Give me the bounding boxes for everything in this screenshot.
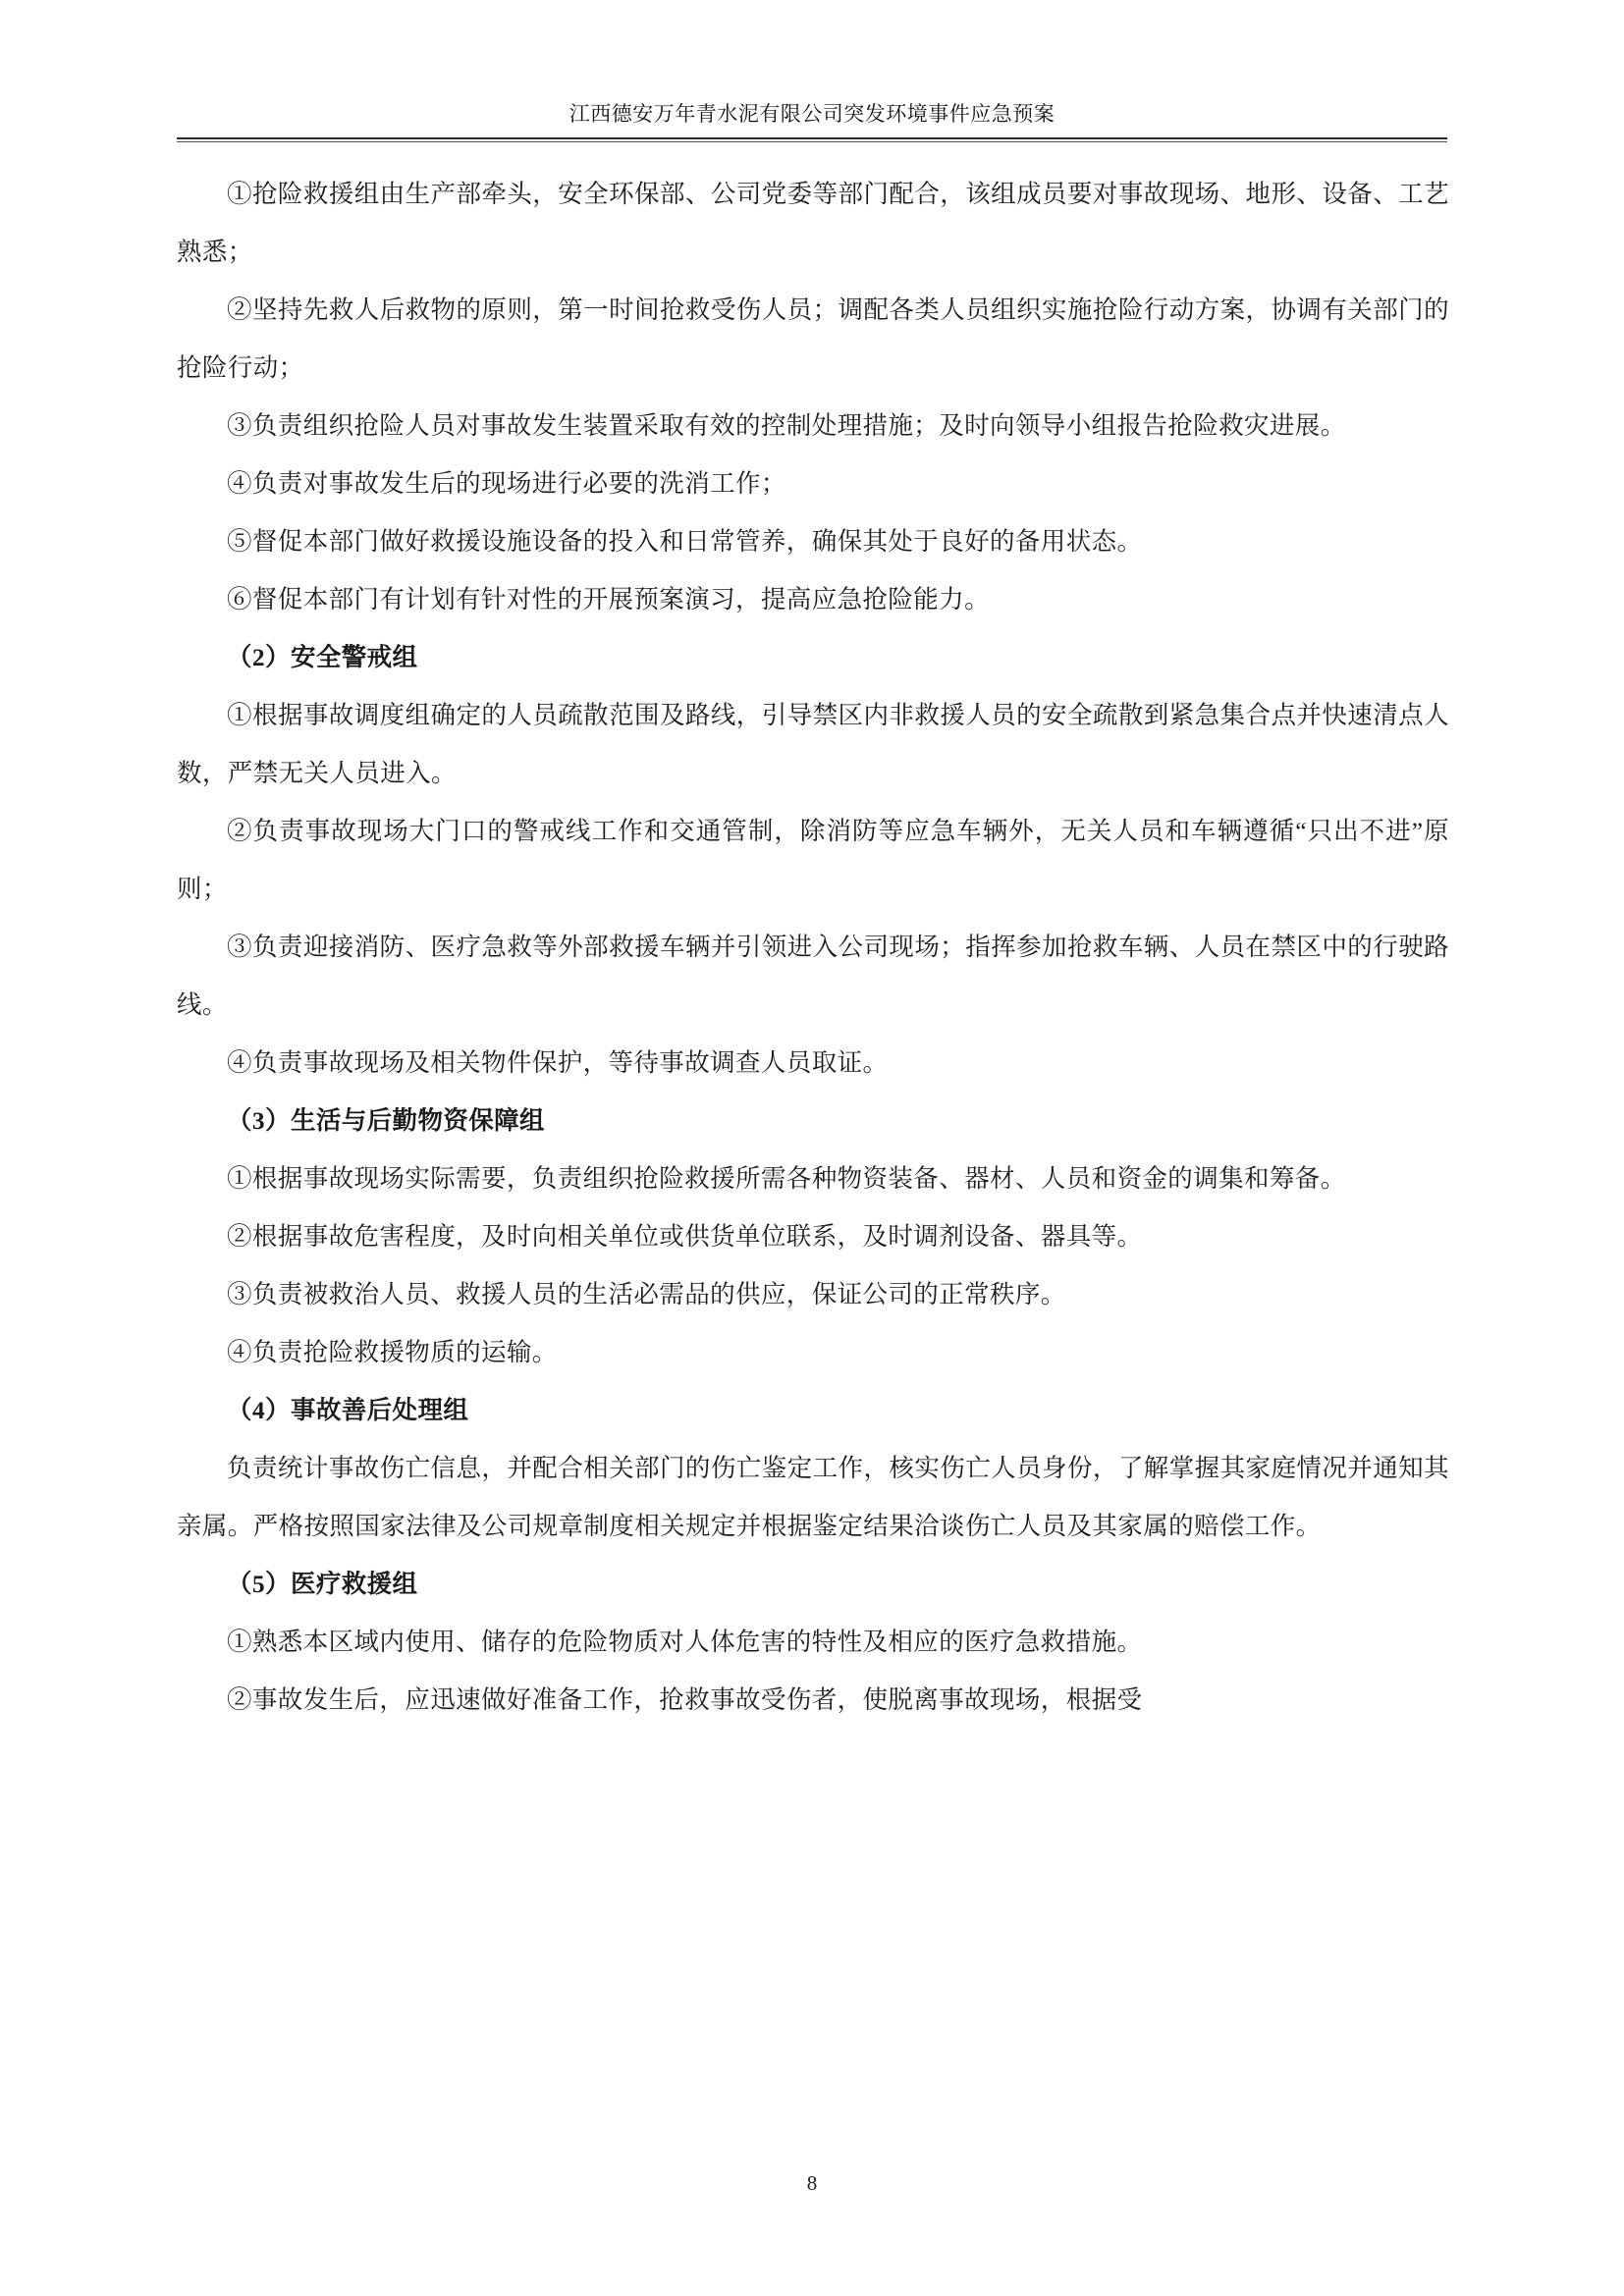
paragraph: 负责统计事故伤亡信息，并配合相关部门的伤亡鉴定工作，核实伤亡人员身份，了解掌握其家庭情况并通知其亲属。严格按照国家法律及公司规章制度相关规定并根据鉴定结果洽谈伤亡人员及其家属的赔偿工作。 — [177, 1454, 1449, 1540]
paragraph: ⑥督促本部门有计划有针对性的开展预案演习，提高应急抢险能力。 — [227, 585, 991, 614]
paragraph: ③负责被救治人员、救援人员的生活必需品的供应，保证公司的正常秩序。 — [227, 1280, 1066, 1308]
paragraph: ①根据事故调度组确定的人员疏散范围及路线，引导禁区内非救援人员的安全疏散到紧急集合点并快速清点人数，严禁无关人员进入。 — [177, 701, 1449, 787]
page-number: 8 — [806, 2171, 818, 2195]
page-header-title: 江西德安万年青水泥有限公司突发环境事件应急预案 — [568, 102, 1056, 126]
paragraph: ③负责迎接消防、医疗急救等外部救援车辆并引领进入公司现场；指挥参加抢救车辆、人员在禁区中的行驶路线。 — [177, 933, 1449, 1019]
paragraph: ①熟悉本区域内使用、储存的危险物质对人体危害的特性及相应的医疗急救措施。 — [227, 1628, 1143, 1656]
section-heading: （4）事故善后处理组 — [227, 1396, 469, 1424]
paragraph: ④负责事故现场及相关物件保护，等待事故调查人员取证。 — [227, 1048, 889, 1077]
paragraph: ①抢险救援组由生产部牵头，安全环保部、公司党委等部门配合，该组成员要对事故现场、地形、设备、工艺熟悉； — [177, 180, 1449, 266]
header-divider — [177, 137, 1447, 139]
section-heading: （3）生活与后勤物资保障组 — [227, 1106, 545, 1135]
document-body — [177, 165, 1449, 1729]
section-heading: （2）安全警戒组 — [227, 643, 418, 671]
paragraph: ①根据事故现场实际需要，负责组织抢险救援所需各种物资装备、器材、人员和资金的调集和筹备。 — [227, 1164, 1346, 1193]
paragraph: ⑤督促本部门做好救援设施设备的投入和日常管养，确保其处于良好的备用状态。 — [227, 527, 1143, 556]
paragraph: ③负责组织抢险人员对事故发生装置采取有效的控制处理措施；及时向领导小组报告抢险救灾进展。 — [227, 411, 1346, 440]
paragraph: ④负责对事故发生后的现场进行必要的洗消工作； — [227, 469, 786, 498]
paragraph: ②坚持先救人后救物的原则，第一时间抢救受伤人员；调配各类人员组织实施抢险行动方案，协调有关部门的抢险行动； — [177, 295, 1449, 382]
paragraph: ②根据事故危害程度，及时向相关单位或供货单位联系，及时调剂设备、器具等。 — [227, 1222, 1143, 1251]
paragraph: ②负责事故现场大门口的警戒线工作和交通管制，除消防等应急车辆外，无关人员和车辆遵循“只出不进”原则； — [177, 817, 1449, 903]
section-heading: （5）医疗救援组 — [227, 1570, 418, 1598]
paragraph: ②事故发生后，应迅速做好准备工作，抢救事故受伤者，使脱离事故现场，根据受 — [227, 1685, 1143, 1714]
paragraph: ④负责抢险救援物质的运输。 — [227, 1338, 558, 1366]
